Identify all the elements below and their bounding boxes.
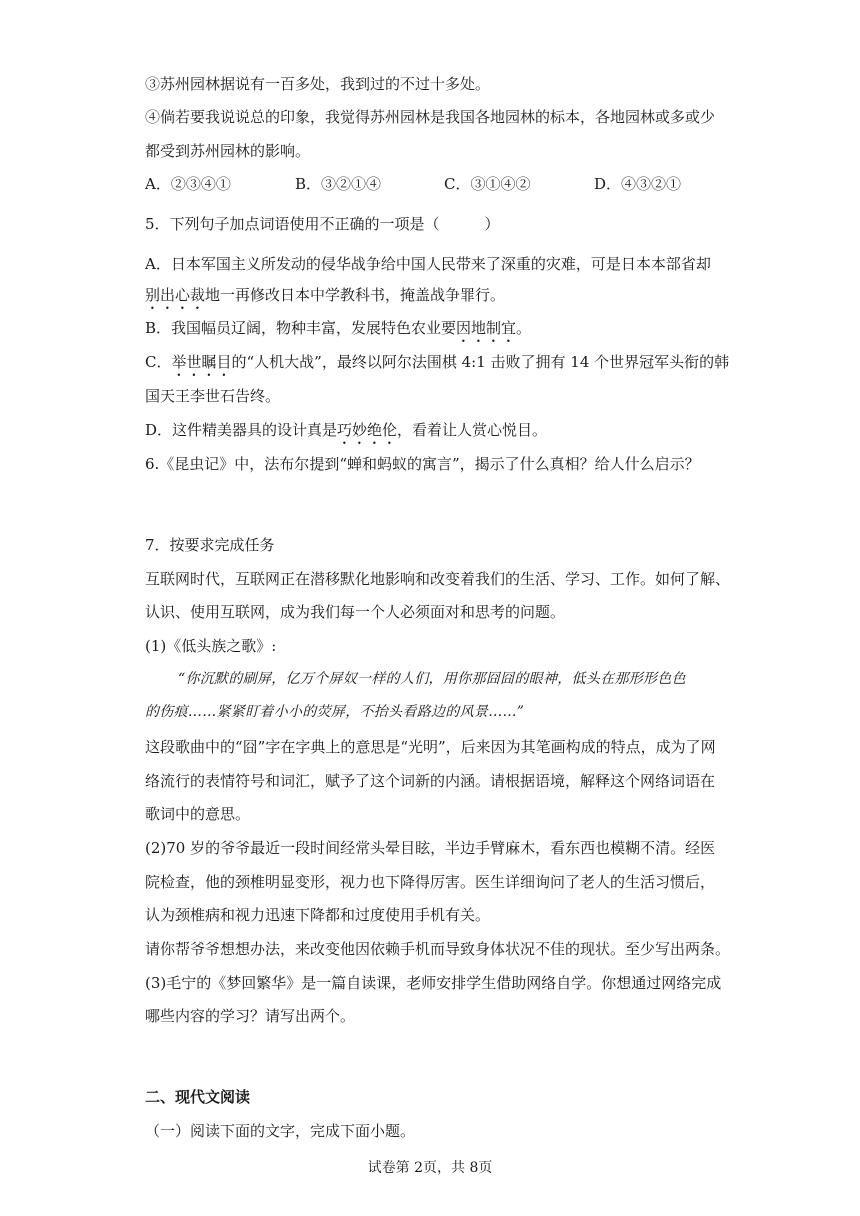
text: C． [145,353,172,371]
lyrics-line-2: 的伤痕……紧紧盯着小小的荧屏，不抬头看路边的风景……” [145,704,525,720]
text: B．我国幅员辽阔，物种丰富，发展特色农业要 [145,319,457,337]
text: 地一再修改日本中学教科书，掩盖战争罪行。 [205,286,506,304]
q7-part-3-line-2: 哪些内容的学习？请写出两个。 [145,1007,356,1025]
q7-part-2-line-2: 院检查，他的颈椎明显变形，视力也下降得厉害。医生详细询问了老人的生活习惯后， [145,873,716,891]
text: 的“人机大战”，最终以阿尔法围棋 4:1 击败了拥有 14 个世界冠军头衔的韩 [231,353,730,371]
q7-part-1-line-3: 歌词中的意思。 [145,805,251,823]
passage-line-4: ④倘若要我说说总的印象，我觉得苏州园林是我国各地园林的标本，各地园林或多或少 [145,108,716,126]
emphasized-word: 因地制宜 [456,319,517,337]
q7-part-2-line-1: (2)70 岁的爷爷最近一段时间经常头晕目眩，半边手臂麻木，看东西也模糊不清。经医 [145,839,716,857]
q5-option-d [145,420,547,448]
q7-part-1-title: (1)《低头族之歌》: [145,637,277,655]
q4-option-b: B．③②①④ [295,175,382,193]
q4-option-a: A．②③④① [145,175,231,193]
q5-option-c-cont: 国天王李世石告终。 [145,387,281,405]
q7-part-2-line-3: 认为颈椎病和视力迅速下降都和过度使用手机有关。 [145,906,491,924]
question-7-title: 7．按要求完成任务 [145,536,275,554]
emphasized-word: 举世瞩目 [171,353,232,371]
question-6: 6.《昆虫记》中，法布尔提到“蝉和蚂蚁的寓言”，揭示了什么真相？给人什么启示？ [145,455,700,473]
q4-option-d: D．④③②① [594,175,682,193]
text: ，看着让人赏心悦目。 [397,421,548,439]
q5-option-a: A．日本军国主义所发动的侵华战争给中国人民带来了深重的灾难，可是日本本部省却 [145,255,711,273]
q7-part-2-task: 请你帮爷爷想想办法，来改变他因依赖手机而导致身体状况不佳的现状。至少写出两条。 [145,940,731,958]
emphasized-word: 别 [145,286,161,304]
question-5-stem: 5．下列句子加点词语使用不正确的一项是（ ） [145,215,500,233]
q7-part-3-line-1: (3)毛宁的《梦回繁华》是一篇自读课，老师安排学生借助网络自学。你想通过网络完成 [145,974,722,992]
passage-line-3: ③苏州园林据说有一百多处，我到过的不过十多处。 [145,75,491,93]
q7-part-1-line-2: 络流行的表情符号和词汇，赋予了这个词新的内涵。请根据语境，解释这个网络词语在 [145,772,716,790]
section-heading: 二、现代文阅读 [145,1088,251,1106]
text: 。 [516,319,532,337]
lyrics-line-1: “你沉默的刷屏，亿万个屏奴一样的人们，用你那囧囧的眼神，低头在那形形色色 [178,671,686,687]
passage-line-4-cont: 都受到苏州园林的影响。 [145,142,311,160]
q5-option-b [145,318,531,346]
emphasized-word: 巧妙绝伦 [337,421,398,439]
q5-option-c [145,352,729,380]
q5-option-a-cont [145,285,505,313]
text: D．这件精美器具的设计真是 [145,421,338,439]
q7-intro-line-1: 互联网时代，互联网正在潜移默化地影响和改变着我们的生活、学习、工作。如何了解、 [145,570,731,588]
q7-part-1-line-1: 这段歌曲中的“囧”字在字典上的意思是“光明”，后来因为其笔画构成的特点，成为了网 [145,738,716,756]
emphasized-word: 出心裁 [160,286,206,304]
q7-intro-line-2: 认识、使用互联网，成为我们每一个人必须面对和思考的问题。 [145,603,566,621]
reading-instruction: （一）阅读下面的文字，完成下面小题。 [145,1122,416,1140]
page-footer: 试卷第 2页，共 8页 [367,1160,493,1176]
q4-option-c: C．③①④② [444,175,531,193]
